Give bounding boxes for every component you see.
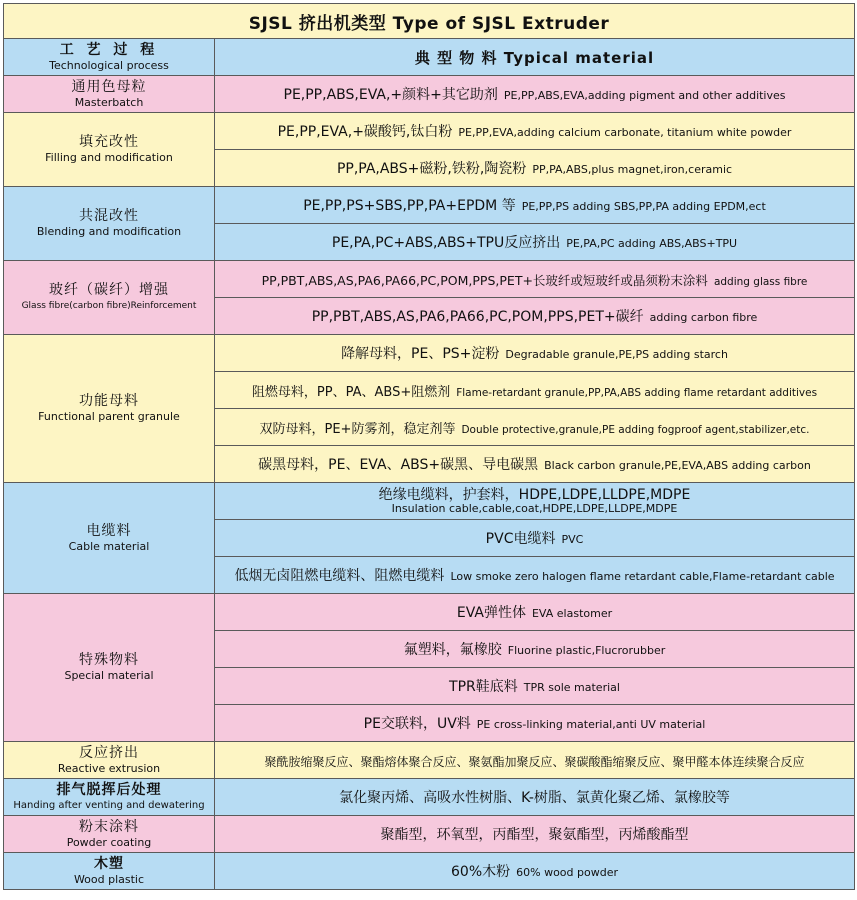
process-en: Special material (64, 669, 154, 682)
material-cell (215, 409, 855, 446)
material-en: PE,PP,EVA,adding calcium carbonate, titanium white powder (458, 126, 792, 139)
material-en: Low smoke zero halogen flame retardant cable,Flame-retardant cable (450, 570, 835, 583)
process-cn: 电缆料 (86, 522, 132, 539)
table-row (4, 261, 855, 298)
material-cell (215, 261, 855, 298)
material-cn: PP,PBT,ABS,AS,PA6,PA66,PC,POM,PPS,PET+碳纤 (311, 309, 644, 325)
material-en: EVA elastomer (531, 607, 613, 620)
material-cn: PVC电缆料 (485, 531, 556, 547)
material-en: PE,PP,ABS,EVA,adding pigment and other additives (503, 89, 786, 102)
process-cell-masterbatch (4, 76, 215, 113)
header-row (4, 39, 855, 76)
extruder-type-table (3, 3, 855, 890)
process-header (4, 39, 215, 76)
process-cn: 特殊物料 (79, 652, 139, 668)
process-cn: 共混改性 (79, 208, 139, 224)
material-en: Flame-retardant granule,PP,PA,ABS adding flame retardant additives (456, 386, 818, 399)
material-cell (215, 224, 855, 261)
process-cell-wood (4, 853, 215, 890)
material-cn: 氯化聚丙烯、高吸水性树脂、K-树脂、氯黄化聚乙烯、氯橡胶等 (339, 790, 730, 806)
process-cn: 通用色母粒 (71, 78, 147, 95)
process-cell-special (4, 594, 215, 742)
material-cell (215, 150, 855, 187)
material-cell (215, 705, 855, 742)
process-cn: 排气脱挥后处理 (56, 781, 162, 798)
material-cell (215, 520, 855, 557)
material-cell (215, 742, 855, 779)
material-cell (215, 113, 855, 150)
material-cn: PP,PA,ABS+磁粉,铁粉,陶瓷粉 (336, 161, 527, 177)
process-en: Blending and modification (36, 225, 182, 238)
material-cn: PE,PP,EVA,+碳酸钙,钛白粉 (277, 124, 453, 140)
table-row (4, 483, 855, 520)
material-en: TPR sole material (523, 681, 620, 694)
material-en: Black carbon granule,PE,EVA,ABS adding carbon (544, 459, 811, 472)
process-en: Masterbatch (74, 95, 144, 109)
process-cn: 粉末涂料 (79, 818, 139, 835)
material-cell (215, 335, 855, 372)
material-cn: PE交联料，UV料 (363, 716, 471, 732)
material-en: 60% wood powder (516, 866, 618, 879)
material-cn: PP,PBT,ABS,AS,PA6,PA66,PC,POM,PPS,PET+长玻纤或短玻纤或晶须粉末涂料 (261, 272, 708, 288)
material-cn: 降解母料，PE、PS+淀粉 (341, 346, 500, 362)
material-cn: 60%木粉 (451, 864, 511, 880)
table-row (4, 779, 855, 816)
material-cell (215, 557, 855, 594)
material-cn: 低烟无卤阻燃电缆料、阻燃电缆料 (234, 568, 445, 584)
process-header-en: Technological process (49, 58, 169, 72)
process-en: Wood plastic (73, 872, 145, 886)
table-title: SJSL 挤出机类型 Type of SJSL Extruder (4, 4, 855, 39)
material-cell (215, 187, 855, 224)
process-cell-functional (4, 335, 215, 483)
material-en: PE,PA,PC adding ABS,ABS+TPU (566, 237, 738, 250)
material-cell (215, 668, 855, 705)
process-en: Handing after venting and dewatering (13, 799, 205, 811)
table-row (4, 113, 855, 150)
material-en: PVC (561, 533, 584, 546)
table-row (4, 187, 855, 224)
material-en: Fluorine plastic,Flucrorubber (507, 644, 666, 657)
material-en: PE,PP,PS adding SBS,PP,PA adding EPDM,ect (521, 200, 766, 213)
material-en: Double protective,granule,PE adding fogproof agent,stabilizer,etc. (461, 423, 810, 436)
material-cell (215, 594, 855, 631)
material-cell (215, 779, 855, 816)
material-cell (215, 483, 855, 520)
material-cn: 双防母料，PE+防雾剂，稳定剂等 (259, 421, 456, 437)
process-en: Cable material (68, 539, 150, 553)
process-en: Reactive extrusion (57, 761, 161, 775)
material-cell (215, 76, 855, 113)
material-cn: 氟塑料，氟橡胶 (403, 642, 502, 658)
material-cn: 聚酯型，环氧型，丙酯型，聚氨酯型，丙烯酸酯型 (380, 827, 689, 843)
table-row (4, 594, 855, 631)
material-en: Insulation cable,cable,coat,HDPE,LDPE,LLDPE,MDPE (391, 502, 678, 515)
table-row (4, 742, 855, 779)
material-cell (215, 446, 855, 483)
process-en: Functional parent granule (38, 410, 180, 423)
process-cell-powder (4, 816, 215, 853)
process-en: Powder coating (66, 835, 152, 849)
material-en: Degradable granule,PE,PS adding starch (505, 348, 728, 361)
process-en: Glass fibre(carbon fibre)Reinforcement (21, 301, 197, 311)
extruder-type-table-container (3, 3, 854, 890)
material-cn: 阻燃母料，PP、PA、ABS+阻燃剂 (251, 384, 451, 400)
process-cell-reactive (4, 742, 215, 779)
process-en: Filling and modification (45, 151, 173, 164)
material-cn: TPR鞋底料 (449, 679, 518, 695)
process-cn: 填充改性 (79, 134, 139, 150)
material-cn: PE,PP,ABS,EVA,+颜料+其它助剂 (283, 87, 498, 103)
material-cell (215, 372, 855, 409)
process-cell-blending (4, 187, 215, 261)
material-cn: PE,PP,PS+SBS,PP,PA+EPDM 等 (303, 198, 516, 214)
material-cn: 碳黑母料，PE、EVA、ABS+碳黑、导电碳黑 (258, 457, 539, 473)
material-header: 典 型 物 料 Typical material (215, 39, 855, 76)
process-cn: 功能母料 (79, 393, 139, 409)
material-en: adding glass fibre (713, 275, 808, 288)
material-en: PE cross-linking material,anti UV material (476, 718, 706, 731)
process-cell-filling (4, 113, 215, 187)
material-cell (215, 853, 855, 890)
process-cell-glass-fibre (4, 261, 215, 335)
title-row (4, 4, 855, 39)
material-cell (215, 298, 855, 335)
process-cell-cable (4, 483, 215, 594)
material-cn: EVA弹性体 (456, 605, 526, 621)
process-header-cn: 工 艺 过 程 (59, 41, 159, 58)
material-cell (215, 631, 855, 668)
material-cn: 绝缘电缆料，护套料，HDPE,LDPE,LLDPE,MDPE (378, 487, 691, 503)
material-en: PP,PA,ABS,plus magnet,iron,ceramic (532, 163, 733, 176)
material-cn: PE,PA,PC+ABS,ABS+TPU反应挤出 (331, 235, 561, 251)
table-row (4, 853, 855, 890)
process-cn: 木塑 (94, 855, 124, 872)
process-cn: 反应挤出 (79, 744, 139, 761)
material-en: adding carbon fibre (649, 311, 758, 324)
material-cell (215, 816, 855, 853)
table-row (4, 816, 855, 853)
table-row (4, 335, 855, 372)
material-cn: 聚酰胺缩聚反应、聚酯熔体聚合反应、聚氨酯加聚反应、聚碳酸酯缩聚反应、聚甲醛本体连续聚合反应 (264, 754, 805, 769)
table-row (4, 76, 855, 113)
process-cn: 玻纤（碳纤）增强 (49, 282, 169, 298)
process-cell-venting (4, 779, 215, 816)
